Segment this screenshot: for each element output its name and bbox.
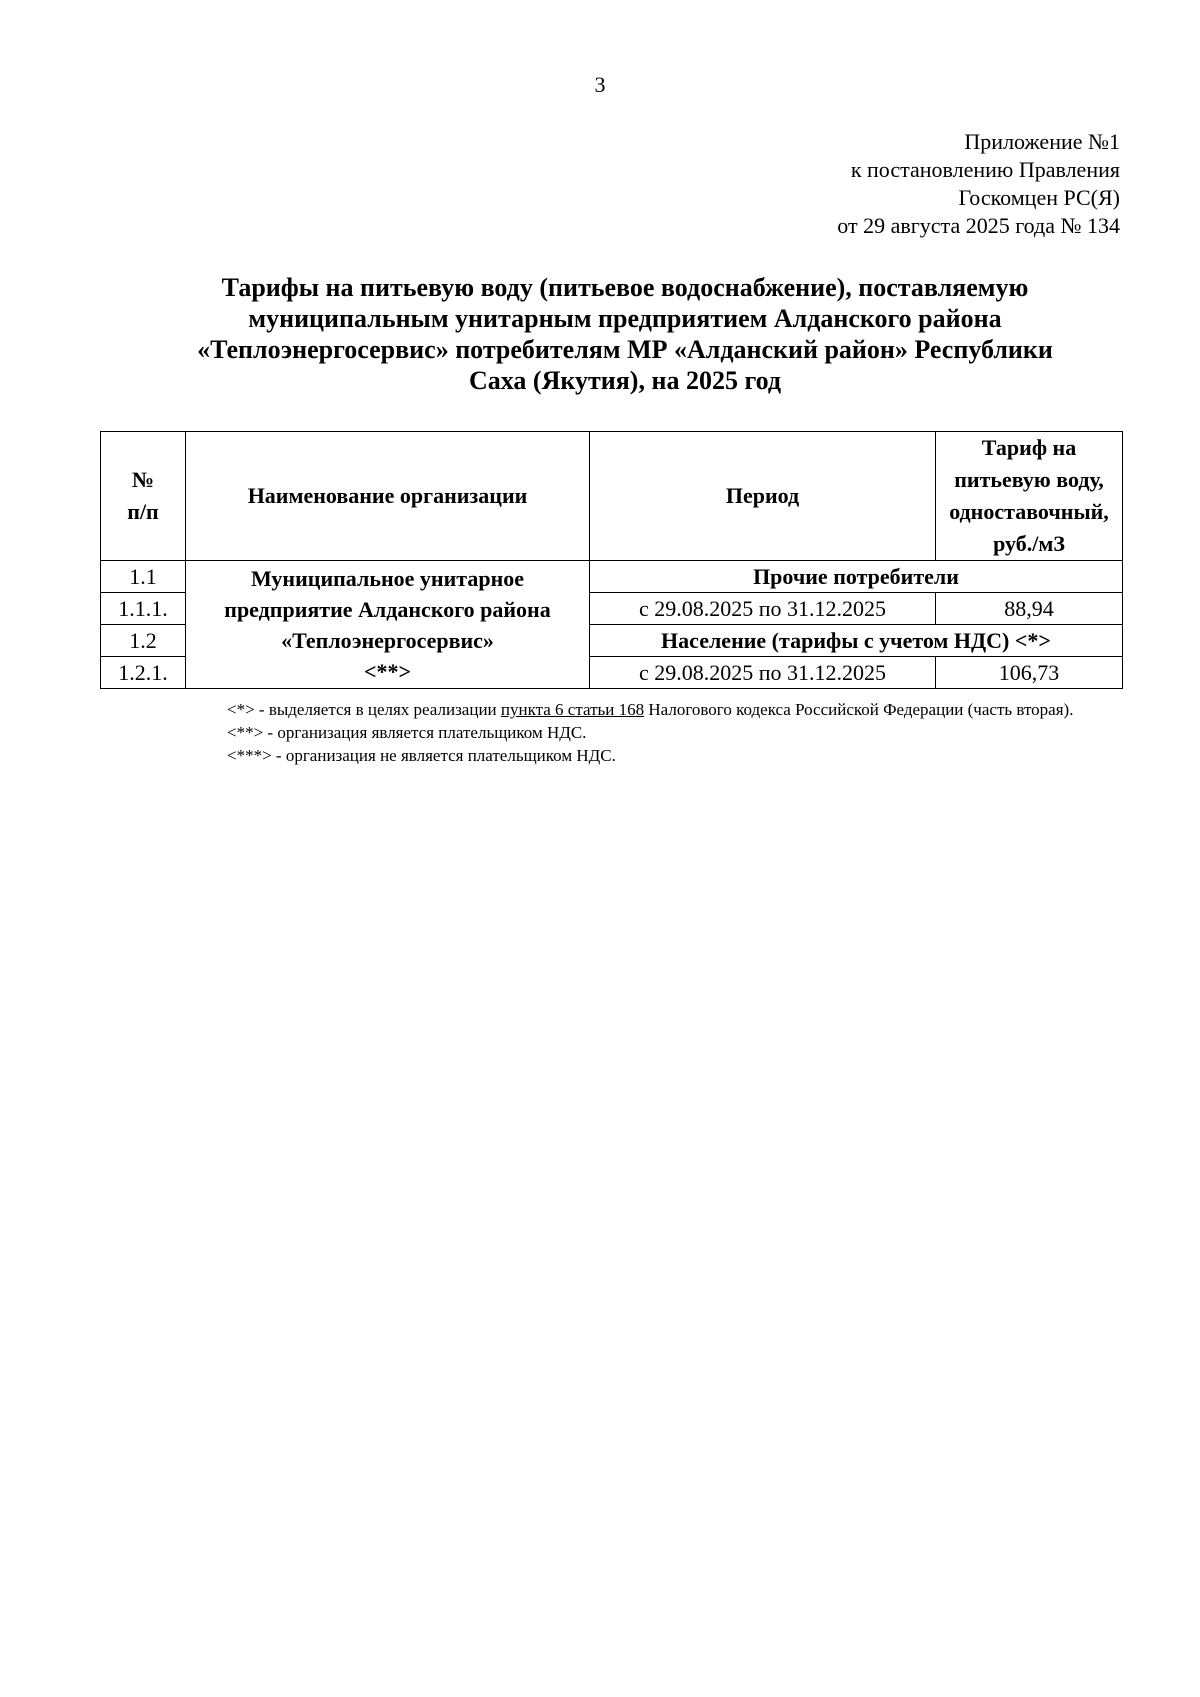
footnote-2: <**> - организация является плательщиком НДС. <box>227 723 587 742</box>
footnote-1-text: <*> - выделяется в целях реализации <box>227 700 501 719</box>
appendix-block <box>520 128 1120 240</box>
organization-line-3: «Теплоэнергосервис» <box>281 627 494 653</box>
appendix-line-1: Приложение №1 <box>964 129 1120 154</box>
appendix-line-3: Госкомцен РС(Я) <box>958 185 1120 210</box>
row-tariff: 88,94 <box>936 593 1123 625</box>
row-period: с 29.08.2025 по 31.12.2025 <box>590 593 936 625</box>
document-title <box>150 272 1100 396</box>
footnote-3: <***> - организация не является плательщиком НДС. <box>227 746 616 765</box>
row-period: с 29.08.2025 по 31.12.2025 <box>590 657 936 689</box>
footnote-1 <box>172 698 1122 721</box>
subheading-population: Население (тарифы с учетом НДС) <*> <box>590 625 1123 657</box>
tariff-table <box>100 431 1123 689</box>
header-tariff-line-1: Тариф на <box>981 435 1077 460</box>
title-line-1: Тарифы на питьевую воду (питьевое водоснабжение), поставляемую <box>221 273 1029 302</box>
title-line-4: Саха (Якутия), на 2025 год <box>469 366 781 395</box>
row-tariff: 106,73 <box>936 657 1123 689</box>
subheading-other-consumers: Прочие потребители <box>590 561 1123 593</box>
table-header-row <box>101 432 1123 561</box>
header-tariff-line-4: руб./мЗ <box>993 531 1065 556</box>
header-number-line-2: п/п <box>127 499 159 524</box>
row-number: 1.2 <box>101 625 186 657</box>
table-row <box>101 561 1123 593</box>
title-line-2: муниципальным унитарным предприятием Алданского района <box>248 304 1002 333</box>
tax-code-link[interactable]: пункта 6 статьи 168 <box>500 700 645 719</box>
header-number <box>101 432 186 561</box>
header-organization: Наименование организации <box>186 432 590 561</box>
organization-name-cell <box>186 561 590 689</box>
appendix-line-2: к постановлению Правления <box>850 157 1120 182</box>
appendix-line-4: от 29 августа 2025 года № 134 <box>837 213 1120 238</box>
header-tariff-line-2: питьевую воду, <box>954 467 1104 492</box>
page-number: 3 <box>594 72 606 97</box>
row-number: 1.2.1. <box>101 657 186 689</box>
header-tariff <box>936 432 1123 561</box>
row-number: 1.1 <box>101 561 186 593</box>
footnotes <box>172 698 1122 767</box>
organization-line-4: <**> <box>363 658 412 684</box>
footnote-1-text-end: Налогового кодекса Российской Федерации (часть вторая). <box>644 700 1074 719</box>
title-line-3: «Теплоэнергосервис» потребителям МР «Алданский район» Республики <box>197 335 1053 364</box>
row-number: 1.1.1. <box>101 593 186 625</box>
header-period: Период <box>590 432 936 561</box>
header-number-line-1: № <box>131 467 155 492</box>
organization-line-1: Муниципальное унитарное <box>250 565 525 591</box>
organization-line-2: предприятие Алданского района <box>224 596 551 622</box>
header-tariff-line-3: одноставочный, <box>949 499 1109 524</box>
